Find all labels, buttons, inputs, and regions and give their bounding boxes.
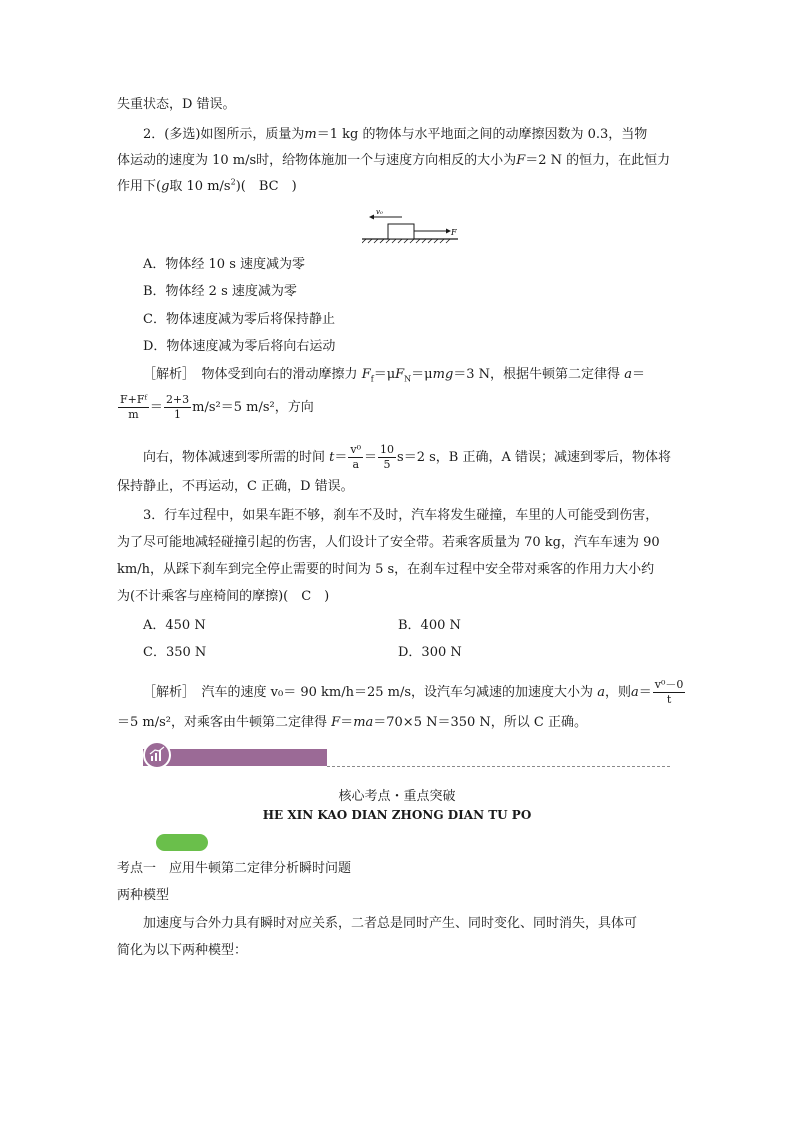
q2-line-2: 体运动的速度为 10 m/s时，给物体施加一个与速度方向相反的大小为F＝2 N 的恒力，在此恒力 [117, 153, 671, 168]
chart-icon [143, 741, 171, 769]
q3-line-3: km/h，从踩下刹车到完全停止需要的时间为 5 s，在刹车过程中安全带对乘客的作用力大小约 [117, 562, 655, 577]
q2-line-1: 2．(多选)如图所示，质量为m＝1 kg 的物体与水平地面之间的动摩擦因数为 0.3，当物 [143, 127, 648, 142]
fraction-1: $\frac{\text{F+Fᶠ}}{m}$ [120, 393, 147, 421]
q2-analysis-line-3: 向右，物体减速到零所需的时间 t＝ $\frac{\text{v⁰}}{a}$ ＝ $\frac{10}{5}$ s＝2 s，B 正确，A 错误；减速到零后，物体将 [143, 443, 671, 471]
q2-analysis-line-2: $\frac{\text{F+Fᶠ}}{m}$ ＝ $\frac{2+3}{1}$ m/s²＝5 m/s²，方向 [120, 393, 314, 421]
q3-option-d: D．300 N [398, 645, 462, 660]
kaodian-subtitle: 两种模型 [117, 888, 170, 903]
q3-analysis-line-1: ［解析］ 汽车的速度 v₀＝ 90 km/h＝25 m/s，设汽车匀减速的加速度大小为 a，则a＝ $\frac{\text{v⁰－0}}{t}$ [143, 678, 684, 706]
q2-option-a: A．物体经 10 s 速度减为零 [143, 257, 305, 272]
fraction-4: $\frac{10}{5}$ [380, 443, 395, 471]
q2-analysis-line-4: 保持静止，不再运动，C 正确，D 错误。 [117, 479, 354, 494]
ground-hatch [362, 239, 450, 243]
q3-option-a: A．450 N [143, 618, 206, 633]
q3-line-4: 为(不计乘客与座椅间的摩擦)( C ) [117, 589, 330, 604]
q2-option-c: C．物体速度减为零后将保持静止 [143, 312, 335, 327]
q3-line-2: 为了尽可能地减轻碰撞引起的伤害，人们设计了安全带。若乘客质量为 70 kg，汽车车速为 90 [117, 535, 660, 550]
kaodian-body-1: 加速度与合外力具有瞬时对应关系，二者总是同时产生、同时变化、同时消失，具体可 [143, 916, 638, 931]
velocity-arrowhead [369, 215, 374, 220]
block-force-figure [362, 207, 458, 251]
fraction-3: $\frac{\text{v⁰}}{a}$ [350, 443, 362, 471]
kaodian-title: 考点一 应用牛顿第二定律分析瞬时问题 [117, 861, 352, 876]
f-label: F [451, 228, 457, 237]
kaodian-body-2: 简化为以下两种模型： [117, 943, 248, 958]
q3-analysis-line-2: ＝5 m/s²，对乘客由牛顿第二定律得 F＝ma＝70×5 N＝350 N，所以 C 正确。 [117, 715, 588, 730]
fraction-5: $\frac{\text{v⁰－0}}{t}$ [654, 678, 684, 706]
q2-option-d: D．物体速度减为零后将向右运动 [143, 339, 336, 354]
section-pill-marker [156, 834, 208, 851]
q2-analysis-line-1: ［解析］ 物体受到向右的滑动摩擦力 $F_f=\mu F_N=\mu mg=3$ N，根据牛顿第二定律得 a＝ [143, 367, 645, 384]
q3-line-1: 3．行车过程中，如果车距不够，刹车不及时，汽车将发生碰撞，车里的人可能受到伤害， [143, 508, 659, 523]
q2-option-b: B．物体经 2 s 速度减为零 [143, 284, 297, 299]
q3-option-c: C．350 N [143, 645, 207, 660]
block [388, 224, 414, 239]
section-title: 核心考点・重点突破 [338, 789, 456, 804]
intro-line: 失重状态，D 错误。 [117, 97, 236, 112]
q3-option-b: B．400 N [398, 618, 461, 633]
chart-icon-glyph [145, 743, 169, 767]
section-title-pinyin: HE XIN KAO DIAN ZHONG DIAN TU PO [262, 808, 532, 822]
v0-label: v₀ [376, 208, 383, 216]
section-divider [327, 766, 670, 767]
block-force-diagram [362, 207, 458, 247]
fraction-2: $\frac{2+3}{1}$ [165, 393, 190, 421]
q2-line-3: 作用下(g取 10 $m/s^2$)( BC ) [117, 177, 297, 194]
